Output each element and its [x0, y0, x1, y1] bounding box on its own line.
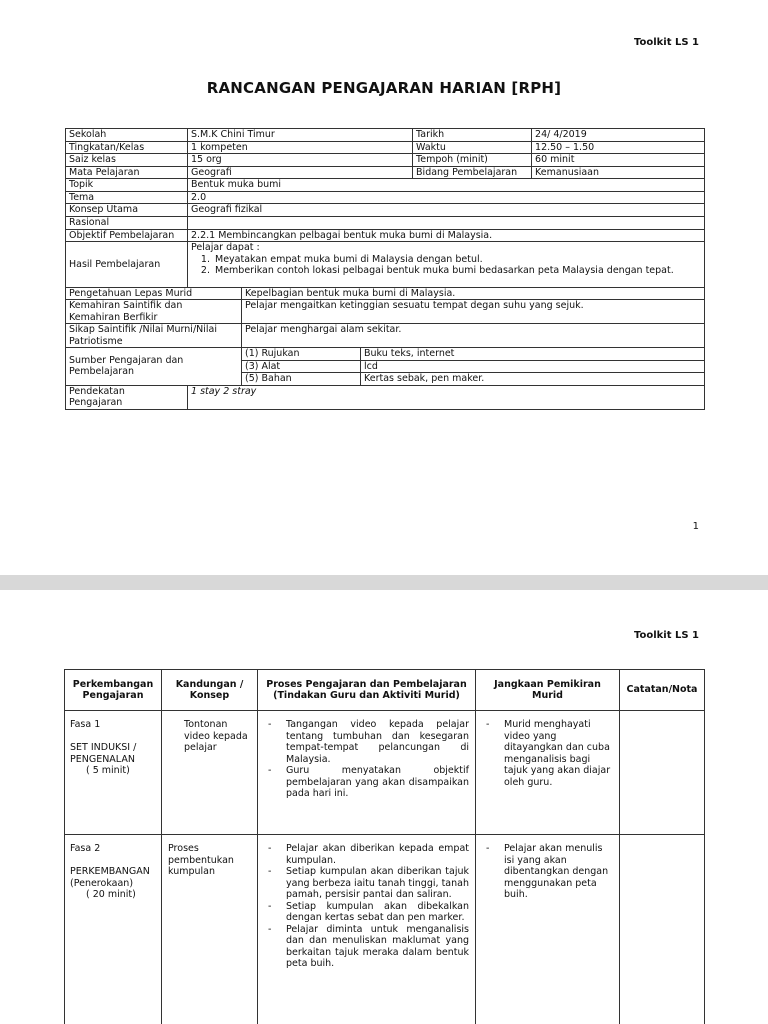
fasa2-proses-item: - Setiap kumpulan akan dibekalkan dengan kertas sebat dan pen marker. [264, 901, 469, 924]
label-kemahiran-line2: Kemahiran Berfikir [69, 311, 158, 323]
header-perkembangan-line1: Perkembangan [72, 678, 154, 690]
value-saiz: 15 org [188, 154, 413, 167]
fasa1-proses-list [264, 719, 469, 800]
hasil-intro: Pelajar dapat : [191, 242, 260, 253]
row-objektif [66, 229, 705, 242]
fasa2-proses-item: - Pelajar akan diberikan kepada empat kumpulan. [264, 843, 469, 866]
row-sumber-rujukan [66, 348, 705, 361]
fasa1-duration: ( 5 minit) [86, 765, 130, 776]
value-topik: Bentuk muka bumi [188, 179, 705, 192]
row-saiz [66, 154, 705, 167]
value-objektif: 2.2.1 Membincangkan pelbagai bentuk muka bumi di Malaysia. [188, 229, 705, 242]
value-mata: Geografi [188, 166, 413, 179]
label-sikap [66, 324, 242, 348]
lesson-table [64, 669, 705, 1024]
header-perkembangan [65, 670, 162, 711]
row-pengetahuan [66, 287, 705, 300]
label-rasional: Rasional [66, 216, 188, 229]
fasa2-kandungan-line: Proses [168, 843, 199, 854]
header-proses-line2: (Tindakan Guru dan Aktiviti Murid) [273, 690, 460, 701]
value-rasional [188, 216, 705, 229]
fasa1-name-line1: SET INDUKSI / [70, 742, 137, 753]
label-kemahiran [66, 300, 242, 324]
value-kemahiran: Pelajar mengaitkan ketinggian sesuatu tempat degan suhu yang sejuk. [242, 300, 705, 324]
fasa1-proses [258, 711, 476, 835]
value-sekolah: S.M.K Chini Timur [188, 129, 413, 142]
row-hasil [66, 242, 705, 288]
label-rujukan: (1) Rujukan [242, 348, 361, 361]
header-kandungan-line2: Konsep [189, 690, 230, 701]
value-tarikh: 24/ 4/2019 [532, 129, 705, 142]
value-waktu: 12.50 – 1.50 [532, 141, 705, 154]
fasa1-catatan [620, 711, 705, 835]
fasa2-perkembangan [65, 835, 162, 1024]
fasa2-label: Fasa 2 [70, 843, 101, 854]
header-jangkaan [476, 670, 620, 711]
header-proses [258, 670, 476, 711]
fasa1-jangkaan-item: - Murid menghayati video yang ditayangkan dan cuba menganalisis bagi tajuk yang akan diajar oleh guru. [482, 719, 613, 788]
header-perkembangan-line2: Pengajaran [82, 690, 144, 701]
fasa2-name-line1: PERKEMBANGAN [70, 866, 150, 877]
label-pendekatan-line2: Pengajaran [69, 397, 123, 408]
fasa2-jangkaan-list [482, 843, 613, 901]
fasa1-jangkaan [476, 711, 620, 835]
label-sumber-line1: Sumber Pengajaran dan [69, 354, 184, 366]
value-pengetahuan: Kepelbagian bentuk muka bumi di Malaysia. [242, 287, 705, 300]
fasa1-label: Fasa 1 [70, 719, 101, 730]
fasa2-catatan [620, 835, 705, 1024]
label-pendekatan-line1: Pendekatan [69, 385, 125, 397]
label-bidang: Bidang Pembelajaran [413, 166, 532, 179]
value-rujukan: Buku teks, internet [361, 348, 705, 361]
label-objektif: Objektif Pembelajaran [66, 229, 188, 242]
label-sikap-line1: Sikap Saintifik /Nilai Murni/Nilai [69, 324, 217, 335]
label-mata: Mata Pelajaran [66, 166, 188, 179]
value-bidang: Kemanusiaan [532, 166, 705, 179]
fasa1-proses-item: - Guru menyatakan objektif pembelajaran yang akan disampaikan pada hari ini. [264, 765, 469, 800]
row-pendekatan [66, 385, 705, 409]
row-sekolah [66, 129, 705, 142]
label-hasil: Hasil Pembelajaran [66, 242, 188, 288]
toolkit-label: Toolkit LS 1 [633, 630, 699, 641]
label-waktu: Waktu [413, 141, 532, 154]
fasa2-proses-item: - Setiap kumpulan akan diberikan tajuk yang berbeza iaitu tanah tinggi, tanah pamah, persisir pantai dan saliran. [264, 866, 469, 901]
label-tema: Tema [66, 191, 188, 204]
label-kemahiran-line1: Kemahiran Saintifik dan [69, 300, 183, 311]
label-sumber-line2: Pembelajaran [69, 366, 135, 378]
lesson-header-row [65, 670, 705, 711]
label-tempoh: Tempoh (minit) [413, 154, 532, 167]
fasa1-kandungan-line: pelajar [184, 742, 217, 753]
label-tingkatan: Tingkatan/Kelas [66, 141, 188, 154]
label-sumber [66, 348, 242, 386]
row-kemahiran [66, 300, 705, 324]
fasa2-jangkaan-item: - Pelajar akan menulis isi yang akan dibentangkan dengan menggunakan peta buih. [482, 843, 613, 901]
fasa2-name-line2: (Penerokaan) [70, 877, 134, 889]
fasa1-perkembangan [65, 711, 162, 835]
fasa1-name-line2: PENGENALAN [70, 753, 135, 765]
fasa1-proses-item: - Tangangan video kepada pelajar tentang tumbuhan dan kesegaran tempat-tempat pelancungan di Malaysia. [264, 719, 469, 765]
hasil-item: 1. Meyatakan empat muka bumi di Malaysia dengan betul. [213, 254, 701, 266]
rph-table [65, 128, 705, 410]
label-sikap-line2: Patriotisme [69, 335, 123, 347]
value-pendekatan: 1 stay 2 stray [188, 385, 705, 409]
row-mata [66, 166, 705, 179]
row-tingkatan [66, 141, 705, 154]
fasa2-kandungan-line: pembentukan [168, 854, 234, 866]
fasa2-jangkaan [476, 835, 620, 1024]
label-pengetahuan: Pengetahuan Lepas Murid [66, 287, 242, 300]
page-separator [0, 575, 768, 590]
label-pendekatan [66, 385, 188, 409]
fasa2-kandungan-line: kumpulan [168, 866, 216, 877]
value-alat: lcd [361, 360, 705, 373]
label-alat: (3) Alat [242, 360, 361, 373]
header-jangkaan-line1: Jangkaan Pemikiran [494, 678, 601, 690]
row-tema [66, 191, 705, 204]
hasil-item: 2. Memberikan contoh lokasi pelbagai bentuk muka bumi bedasarkan peta Malaysia dengan tepat. [213, 265, 701, 277]
value-sikap: Pelajar menghargai alam sekitar. [242, 324, 705, 348]
toolkit-label: Toolkit LS 1 [633, 37, 699, 48]
header-proses-line1: Proses Pengajaran dan Pembelajaran [266, 678, 467, 690]
fasa2-proses-item: - Pelajar diminta untuk menganalisis dan dan menuliskan maklumat yang berkaitan tajuk meraka dalam bentuk peta buih. [264, 924, 469, 970]
row-sikap [66, 324, 705, 348]
fasa1-jangkaan-list [482, 719, 613, 788]
value-hasil [188, 242, 705, 288]
value-tingkatan: 1 kompeten [188, 141, 413, 154]
hasil-list [213, 254, 701, 277]
fasa2-kandungan [162, 835, 258, 1024]
header-jangkaan-line2: Murid [532, 690, 563, 701]
label-topik: Topik [66, 179, 188, 192]
label-saiz: Saiz kelas [66, 154, 188, 167]
value-bahan: Kertas sebak, pen maker. [361, 373, 705, 386]
row-rasional [66, 216, 705, 229]
row-konsep [66, 204, 705, 217]
document-title: RANCANGAN PENGAJARAN HARIAN [RPH] [206, 79, 562, 97]
fasa1-kandungan-line: Tontonan [184, 719, 228, 730]
value-konsep: Geografi fizikal [188, 204, 705, 217]
value-tempoh: 60 minit [532, 154, 705, 167]
label-sekolah: Sekolah [66, 129, 188, 142]
lesson-row-fasa2 [65, 835, 705, 1024]
lesson-row-fasa1 [65, 711, 705, 835]
header-kandungan-line1: Kandungan / [175, 678, 244, 690]
header-kandungan [162, 670, 258, 711]
value-tema: 2.0 [188, 191, 705, 204]
page-number: 1 [692, 521, 699, 532]
row-topik [66, 179, 705, 192]
fasa2-proses-list [264, 843, 469, 970]
label-tarikh: Tarikh [413, 129, 532, 142]
fasa1-kandungan [162, 711, 258, 835]
fasa2-duration: ( 20 minit) [86, 889, 136, 900]
fasa2-proses [258, 835, 476, 1024]
page-2 [0, 590, 768, 1024]
header-catatan: Catatan/Nota [620, 670, 705, 711]
fasa1-kandungan-line: video kepada [184, 730, 248, 742]
label-konsep: Konsep Utama [66, 204, 188, 217]
label-bahan: (5) Bahan [242, 373, 361, 386]
